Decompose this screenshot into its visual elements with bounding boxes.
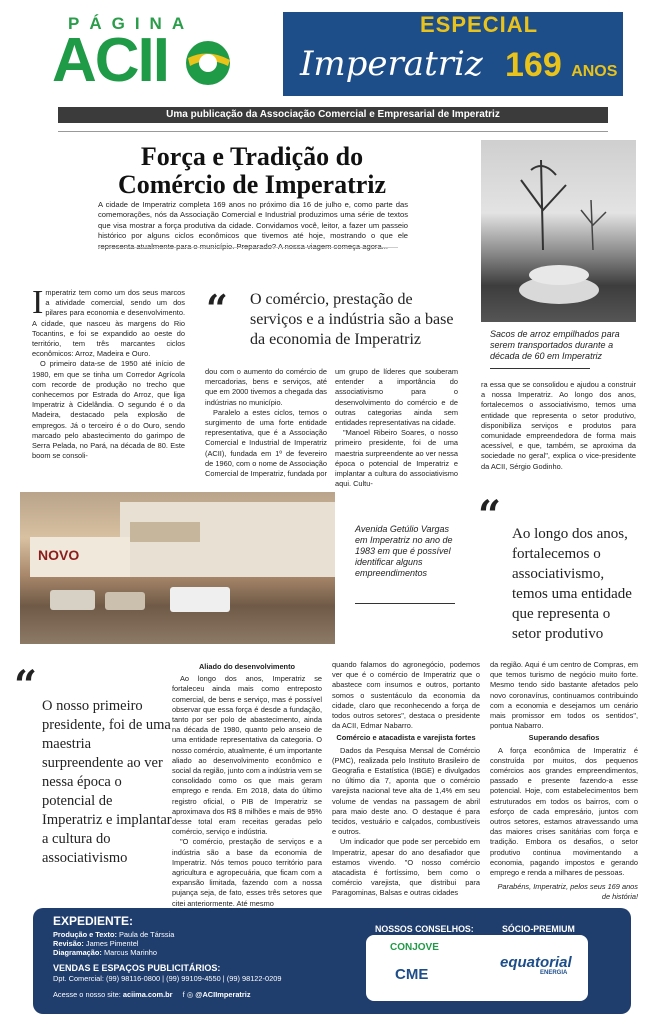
anos-word: ANOS bbox=[571, 63, 618, 80]
article-intro: A cidade de Imperatriz completa 169 anos no próximo dia 16 de julho e, como parte das comemorações, nós da Associação Comercial e Industrial produzimos uma série de textos que visa mostrar a força produtiva da cidade. Convidamos você, leitor, a fazer um passeio histórico por alguns ciclos econômicos que tivemos até hoje, mostrando o que ele bbox=[98, 200, 408, 241]
paragraph: mperatriz tem como um dos seus marcos a atividade comercial, sendo um dos pilares para economia e desenvolvimento. A cidade, que nasceu às margens do Rio Tocantins, e foi se expandido ao oeste do território, tem três marcantes ciclos econômicos: Arroz, Madeira e Ouro. bbox=[32, 288, 185, 359]
equatorial-logo: equatorial bbox=[500, 954, 572, 971]
pull-quote-1: O comércio, prestação de serviços e a indústria são a base da economia de Imperatriz bbox=[250, 291, 454, 348]
svg-text:NOVO: NOVO bbox=[38, 547, 80, 563]
subheading: Superando desafios bbox=[528, 733, 600, 743]
divider bbox=[58, 131, 608, 132]
site-row bbox=[53, 990, 251, 999]
article-column-4 bbox=[481, 380, 636, 472]
paragraph: Dados da Pesquisa Mensal de Comércio (PMC), realizada pelo Instituto Brasileiro de Geografia e Estatística (IBGE) e divulgados no último dia 7, aponta que o comércio varejista nacional teve alta de 1,4% em seu volume de vendas na passagem de abril para maio deste ano. O destaque é para tecidos, vestuário e calçados, combustíveis e outros. bbox=[332, 745, 480, 837]
paragraph: quando falamos do agronegócio, podemos ver que é o comércio de Imperatriz que o abastece com insumos e outros, portanto somos o sustentáculo da economia da cidade, claro que reconhecendo a força de todos outros setores", destaca o presidente da ACII, Edmar Nabarro. bbox=[332, 660, 480, 731]
paragraph: Paralelo a estes ciclos, temos o surgimento de uma forte entidade representativa, que é a Associação Comercial e Industrial de Imperatriz (ACII), fundada em 1º de fevereiro de 1960, com o nome de Associação Comercial de Imperatriz, fundada por bbox=[205, 407, 328, 479]
credit-value: James Pimentel bbox=[85, 939, 139, 948]
pull-quote-2: Ao longo dos anos, fortalecemos o associativismo, temos uma entidade que representa o setor produtivo bbox=[512, 526, 632, 642]
article-column-3 bbox=[335, 367, 458, 489]
pagina-label: PÁGINA bbox=[68, 14, 195, 33]
cme-logo: CME bbox=[395, 966, 429, 983]
credit-value: Marcus Marinho bbox=[103, 948, 157, 957]
conselhos-label: NOSSOS CONSELHOS: bbox=[375, 924, 474, 934]
credit-value: Paula de Társsia bbox=[119, 930, 175, 939]
phone-numbers: Dpt. Comercial: (99) 98116-0800 | (99) 99109-4550 | (99) 98122-0209 bbox=[53, 974, 282, 983]
socio-label: SÓCIO-PREMIUM bbox=[502, 924, 575, 934]
paragraph: O primeiro data-se de 1950 até início de 1980, em que se tinha um Corredor Agrícola com recorde de produção no trecho que conhecemos por Estrada do Arroz, que liga Imperatriz à Cidelândia. O segundo é o da Madeira, destacado pela explosão de empregos. Já o terceiro é o do Ouro, sendo marcado pelo abastecimento do garimpo de Serra Pelada, no Pará, na década de 80. Este boom se consoli- bbox=[32, 359, 185, 461]
paragraph: ra essa que se consolidou e ajudou a construir a nossa Imperatriz. Ao longo dos anos, fortalecemos o associativismo, temos uma entidade que representa o setor produtivo, disponibiliza serviços e produtos para comunidade empreendedora de forma mais acessível, e que, também, se aproxima da sociedade no geral", explica o vice-presidente da ACII, Sérgio Godinho. bbox=[481, 380, 636, 471]
article-column-6 bbox=[332, 660, 480, 899]
acii-logo-icon bbox=[178, 38, 238, 88]
drop-cap: I bbox=[32, 284, 44, 321]
social-handle[interactable]: @ACIImperatriz bbox=[195, 990, 251, 999]
paragraph: "Manoel Ribeiro Soares, o nosso primeiro presidente, foi de uma maestria surpreendente ao ver nessa época o potencial de Imperatriz e implantar a cultura do associativismo aqui. Cultu- bbox=[335, 428, 458, 489]
credit-producao bbox=[53, 930, 174, 939]
anos-badge bbox=[505, 46, 617, 85]
anos-number: 169 bbox=[505, 46, 562, 84]
avenida-photo bbox=[20, 492, 335, 644]
expediente-title: EXPEDIENTE: bbox=[53, 914, 134, 928]
divider bbox=[490, 368, 590, 369]
credit-revisao bbox=[53, 939, 138, 948]
divider bbox=[355, 603, 455, 604]
pull-quote-3: O nosso primeiro presidente, foi de uma maestria surpreendente ao ver nessa época o potencial de Imperatriz e implantar a cultura do associativismo bbox=[42, 698, 172, 866]
subheading: Comércio e atacadista e varejista fortes bbox=[336, 733, 476, 743]
divider bbox=[98, 247, 398, 248]
credit-label: Revisão: bbox=[53, 939, 84, 948]
credit-label: Diagramação: bbox=[53, 948, 102, 957]
credit-diagramacao bbox=[53, 948, 157, 957]
imperatriz-script: Imperatriz bbox=[300, 44, 483, 84]
acii-logo-text: ACII bbox=[52, 26, 168, 95]
article-headline: Força e Tradição do Comércio de Imperatriz bbox=[117, 142, 387, 199]
photo1-caption: Sacos de arroz empilhados para serem transportados durante a década de 60 em Imperatriz bbox=[490, 329, 620, 361]
site-link[interactable]: aciima.com.br bbox=[122, 990, 173, 999]
site-label: Acesse o nosso site: bbox=[53, 990, 121, 999]
paragraph: A força econômica de Imperatriz é construída por muitos, dos pequenos comércios aos grandes empreendimentos, passado e presente fazendo-a esse potencial. Hoje, com estabelecimentos bem estruturados em todos os bairros, com o esforço de cada empresário, juntos com outros setores, estamos atravessando uma das maiores crises sanitárias com força e tradição. Embora os desafios, o setor produtivo continua movimentando a economia, pagando impostos e gerando emprego e renda a milhares de pessoas. bbox=[490, 745, 638, 878]
closing-line: Parabéns, Imperatriz, pelos seus 169 anos de história! bbox=[497, 882, 638, 902]
vendas-title: VENDAS E ESPAÇOS PUBLICITÁRIOS: bbox=[53, 963, 221, 973]
conjove-logo: CONJOVE bbox=[390, 942, 439, 953]
subheading: Aliado do desenvolvimento bbox=[198, 662, 296, 671]
article-column-7 bbox=[490, 660, 638, 903]
paragraph: da região. Aqui é um centro de Compras, em que temos turismo de negócio muito forte. Mesmo tendo sido bastante afetados pelo novo coronavírus, continuamos contribuindo com a economia e desejamos um cenário mais promissor em todos os sentidos", pontua Nabarro. bbox=[490, 660, 638, 731]
quote-icon: “ bbox=[14, 662, 38, 709]
quote-icon: “ bbox=[206, 286, 228, 331]
paragraph: Um indicador que pode ser percebido em Imperatriz, apesar do ano desafiador que estamos vivendo. "O nosso comércio atacadista é fortíssimo, bem como o comércio varejista, que distribui para Paragominas, Balsas e outras cidades bbox=[332, 837, 480, 898]
facebook-icon[interactable]: f bbox=[182, 990, 185, 999]
photo2-caption: Avenida Getúlio Vargas em Imperatriz no ano de 1983 em que é possível identificar alguns empreendimentos bbox=[355, 524, 453, 578]
article-column-1 bbox=[32, 284, 185, 461]
credit-label: Produção e Texto: bbox=[53, 930, 117, 939]
article-column-2 bbox=[205, 367, 327, 479]
instagram-icon[interactable]: ◎ bbox=[186, 990, 194, 999]
publication-bar: Uma publicação da Associação Comercial e Empresarial de Imperatriz bbox=[58, 107, 608, 123]
paragraph: "O comércio, prestação de serviços e a indústria são a base da economia de Imperatriz. Nós temos pouco território para agricultura e agropecuária, que ficam com a expansão limitada, fazendo com a nossa pujança seja, de fato, esses três setores que citei anteriormente. Até mesmo bbox=[172, 837, 322, 908]
quote-icon: “ bbox=[478, 492, 502, 539]
rice-bags-photo bbox=[481, 140, 636, 322]
paragraph: Ao longo dos anos, Imperatriz se fortaleceu ainda mais como entreposto comercial, de bens e serviço, mas é possível observar que essa força é desde a fundação, tanto por ser polo de abastecimento, ainda na década de 1980, quanto pelo anseio de uma entidade representativa da categoria. O nosso comércio, atualmente, é um importante aliado ao desenvolvimento econômico e social da região, junto com a indústria vem se consolidado como os que mais geram emprego e renda. Em 2018, data do último registro oficial, o PIB de Imperatriz se aproximava dos R$ 8 milhões e mais de 95% desse total eram receitas geradas pelo comércio, serviço e indústria. bbox=[172, 674, 322, 837]
especial-label: ESPECIAL bbox=[420, 12, 539, 37]
article-column-5 bbox=[172, 660, 322, 909]
paragraph: um grupo de líderes que souberam entender a importância do associativismo para o desenvolvimento do comércio e de outras categorias ainda sem entidades representativas na cidade. bbox=[335, 367, 458, 428]
paragraph: dou com o aumento do comércio de mercadorias, bens e serviços, até que em 2000 tivemos a chegada das indústrias no município. bbox=[205, 367, 327, 407]
energia-label: ENERGIA bbox=[540, 970, 568, 976]
